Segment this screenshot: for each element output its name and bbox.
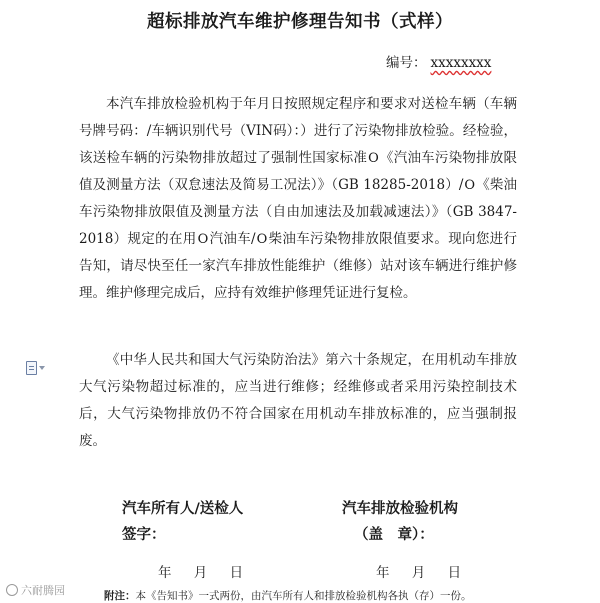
footnote-label: 附注：	[104, 590, 136, 602]
checkbox-mark-gasoline-standard: O	[368, 151, 379, 166]
paragraph-text-1: 本汽车排放检验机构于年月日按照规定程序和要求对送检车辆（车辆号牌号码：/车辆识别代号（VIN码）：）进行了污染物排放检验。经检验，该送检车辆的污染物排放超过了强制性国家标准	[79, 96, 517, 166]
owner-title: 汽车所有人/送检人	[122, 501, 244, 517]
watermark-logo-icon	[6, 584, 18, 596]
checkbox-mark-diesel-standard: O	[464, 178, 476, 193]
owner-sign-label: 签字：	[122, 527, 166, 543]
footnote-text: 本《告知书》一式两份，由汽车所有人和排放检验机构各执（存）一份。	[135, 590, 472, 602]
paragraph-text-3: 《柴油车污染物排放限值及测量方法（自由加速法及加载减速法）》（GB 3847-2018）规定的在用	[79, 177, 517, 247]
checkbox-mark-gasoline-vehicle: O	[197, 232, 209, 247]
agency-seal-label: （盖 章）：	[354, 527, 434, 543]
checkbox-mark-diesel-vehicle: O	[256, 232, 268, 247]
paragraph-text-4: 汽油车/	[209, 231, 256, 247]
notice-paragraph	[79, 91, 517, 307]
chevron-down-icon	[39, 366, 45, 370]
paragraph-text-2: 《汽油车污染物排放限值及测量方法（双怠速法及简易工况法）》（GB 18285-2018）/	[79, 150, 517, 193]
footnote	[104, 588, 472, 603]
serial-value: xxxxxxxx	[430, 55, 492, 71]
agency-title: 汽车排放检验机构	[342, 501, 458, 517]
watermark	[6, 582, 65, 598]
law-paragraph: 《中华人民共和国大气污染防治法》第六十条规定，在用机动车排放大气污染物超过标准的，应当进行维修；经维修或者采用污染控制技术后，大气污染物排放仍不符合国家在用机动车排放标准的，应当强制报废。	[79, 352, 517, 449]
watermark-text: 六耐腾园	[21, 584, 65, 597]
serial-number	[386, 51, 491, 71]
serial-label: 编号：	[386, 55, 427, 71]
paragraph-text-5: 柴油车污染物排放限值要求。现向您进行告知，请尽快至任一家汽车排放性能维护（维修）站对该车辆进行维护修理。维护修理完成后，应持有效维护修理凭证进行复检。	[79, 231, 517, 301]
document-icon	[26, 361, 37, 375]
owner-date: 年 月 日	[158, 565, 244, 581]
document-title: 超标排放汽车维护修理告知书（式样）	[147, 12, 453, 32]
paragraph-format-icon[interactable]	[26, 361, 45, 375]
agency-date: 年 月 日	[376, 565, 462, 581]
